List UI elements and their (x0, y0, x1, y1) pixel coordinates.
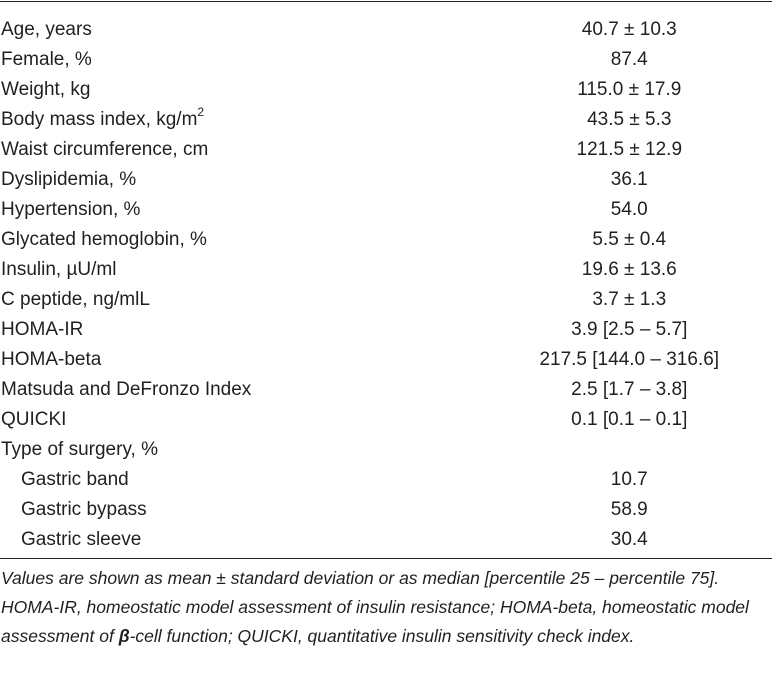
table-row (0, 345, 772, 375)
table-row (0, 465, 772, 495)
table-row (0, 405, 772, 435)
row-value: 3.9 [2.5 – 5.7] (571, 319, 688, 340)
footnote-text-after: -cell function; QUICKI, quantitative insulin sensitivity check index. (129, 626, 635, 646)
table-footnote (0, 559, 772, 651)
row-label: C peptide, ng/mlL (1, 289, 150, 310)
row-label: Hypertension, % (1, 199, 141, 220)
table-row (0, 285, 772, 315)
row-value: 10.7 (610, 469, 648, 490)
row-value: 19.6 ± 13.6 (581, 259, 677, 280)
row-label-text: Body mass index, kg/m (1, 109, 198, 130)
row-value: 115.0 ± 17.9 (577, 79, 682, 100)
table-row (0, 495, 772, 525)
row-value: 40.7 ± 10.3 (581, 19, 677, 40)
row-value: 87.4 (610, 49, 648, 70)
row-value: 43.5 ± 5.3 (587, 109, 672, 130)
row-value: 3.7 ± 1.3 (592, 289, 667, 310)
table-row (0, 15, 772, 45)
characteristics-table (0, 15, 772, 555)
table-row (0, 255, 772, 285)
table-row (0, 105, 772, 135)
table-row (0, 195, 772, 225)
table-row (0, 45, 772, 75)
row-label-indented: Gastric bypass (21, 499, 147, 520)
row-label: Age, years (1, 19, 92, 40)
row-value: 121.5 ± 12.9 (576, 139, 683, 160)
row-label: QUICKI (1, 409, 67, 430)
row-label: Female, % (1, 49, 92, 70)
row-value: 58.9 (610, 499, 648, 520)
superscript-exponent: 2 (197, 104, 205, 119)
table-row (0, 525, 772, 555)
row-value: 30.4 (610, 529, 648, 550)
row-value: 2.5 [1.7 – 3.8] (571, 379, 688, 400)
row-label: Dyslipidemia, % (1, 169, 137, 190)
row-label: Waist circumference, cm (1, 139, 209, 160)
section-label: Type of surgery, % (1, 439, 158, 460)
row-label: HOMA-IR (1, 319, 84, 340)
row-label-indented: Gastric band (21, 469, 129, 490)
table-row (0, 75, 772, 105)
row-label: HOMA-beta (1, 349, 102, 370)
table-row (0, 135, 772, 165)
row-label (0, 105, 487, 135)
row-value: 54.0 (610, 199, 648, 220)
table-row-section-header (0, 435, 772, 465)
table-top-rule (0, 1, 772, 2)
row-label: Weight, kg (1, 79, 91, 100)
row-label: Glycated hemoglobin, % (1, 229, 207, 250)
row-value: 0.1 [0.1 – 0.1] (571, 409, 688, 430)
table-row (0, 165, 772, 195)
row-value: 217.5 [144.0 – 316.6] (539, 349, 720, 370)
table-row (0, 225, 772, 255)
row-label-indented: Gastric sleeve (21, 529, 142, 550)
row-value: 5.5 ± 0.4 (592, 229, 667, 250)
row-value (487, 435, 772, 465)
table-row (0, 315, 772, 345)
row-label: Insulin, µU/ml (1, 259, 117, 280)
row-label: Matsuda and DeFronzo Index (1, 379, 252, 400)
row-value: 36.1 (610, 169, 648, 190)
table-row (0, 375, 772, 405)
characteristics-table-container (0, 1, 772, 651)
footnote-text-before: Values are shown as mean ± standard deviation or as median [percentile 25 – percentile 75]. HOMA-IR, homeostatic model assessment of insulin resistance; HOMA-beta, homeostatic model assessment of (1, 568, 749, 646)
beta-symbol: β (118, 626, 130, 646)
